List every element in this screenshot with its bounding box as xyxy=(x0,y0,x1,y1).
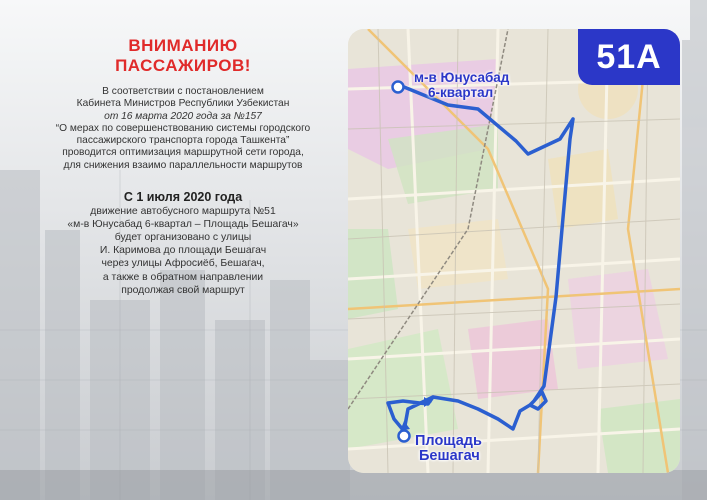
p2-line: через улицы Афросиёб, Бешагач, xyxy=(101,258,265,270)
notice-paragraph-2 xyxy=(28,205,338,297)
p1-line: “О мерах по совершенствованию системы городского xyxy=(55,122,311,134)
end-stop-line-2: Бешагач xyxy=(419,448,480,464)
city-map xyxy=(348,29,680,473)
p1-line: пассажирского транспорта города Ташкента” xyxy=(76,135,290,147)
title-line-2: ПАССАЖИРОВ! xyxy=(115,56,251,75)
p2-line: движение автобусного маршрута №51 xyxy=(90,206,276,218)
end-stop-label xyxy=(415,434,482,464)
stop-marker-end xyxy=(399,431,410,442)
start-stop-label xyxy=(414,71,509,100)
route-number-badge: 51А xyxy=(578,29,680,85)
p2-line: И. Каримова до площади Бешагач xyxy=(99,245,267,257)
p2-line: продолжая свой маршрут xyxy=(121,284,245,296)
notice-title xyxy=(28,36,338,76)
p1-line: от 16 марта 2020 года за №157 xyxy=(104,110,262,122)
notice-block xyxy=(28,36,338,297)
p1-line: для снижения взаимо параллельности маршрутов xyxy=(63,159,303,171)
start-stop-line-2: 6-квартал xyxy=(428,84,494,100)
p1-line: Кабинета Министров Республики Узбекистан xyxy=(76,98,290,110)
end-stop-line-1: Площадь xyxy=(415,433,482,449)
route-map xyxy=(348,29,680,473)
p2-line: а также в обратном направлении xyxy=(102,271,264,283)
start-stop-line-1: м-в Юнусабад xyxy=(414,70,510,85)
p1-line: проводится оптимизация маршрутной сети города, xyxy=(62,147,304,159)
notice-paragraph-1 xyxy=(28,86,338,172)
p2-line: «м-в Юнусабад 6-квартал – Площадь Бешагач» xyxy=(67,219,299,231)
effective-date-heading: С 1 июля 2020 года xyxy=(123,190,243,205)
p1-line: В соответствии с постановлением xyxy=(102,86,264,97)
title-line-1: ВНИМАНИЮ xyxy=(128,36,238,55)
p2-line: будет организовано с улицы xyxy=(114,232,252,244)
stop-marker-start xyxy=(393,82,404,93)
